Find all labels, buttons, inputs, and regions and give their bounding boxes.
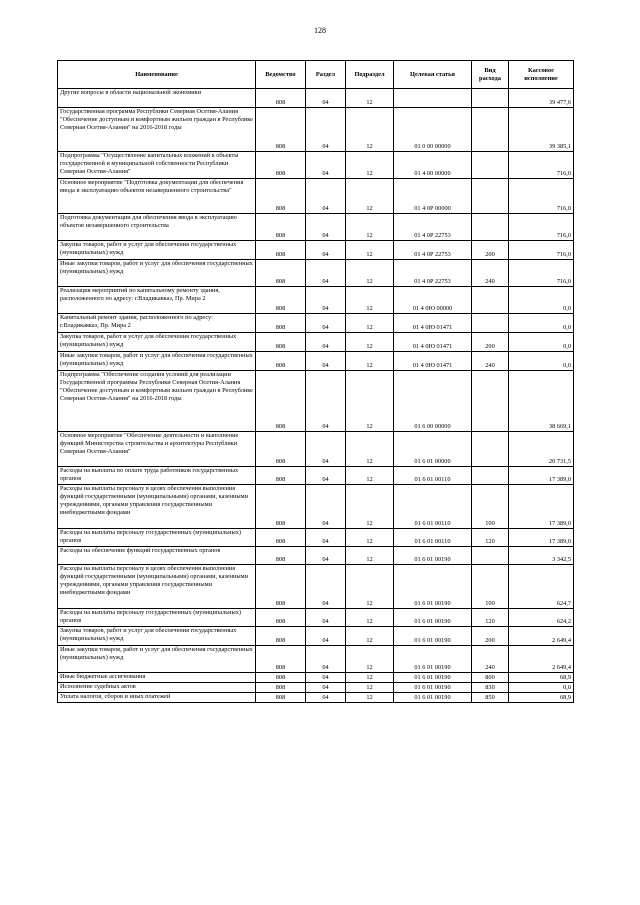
cell-expense-type bbox=[472, 89, 509, 108]
table-body bbox=[58, 89, 574, 703]
cell-subsection: 12 bbox=[346, 547, 394, 565]
cell-subsection: 12 bbox=[346, 108, 394, 152]
cell-expense-type bbox=[472, 467, 509, 485]
cell-dept: 808 bbox=[256, 646, 306, 673]
cell-name: Расходы на выплаты по оплате труда работников государственных органов bbox=[58, 467, 256, 485]
table-row bbox=[58, 673, 574, 683]
cell-article: 01 6 01 00190 bbox=[394, 646, 472, 673]
cell-expense-type bbox=[472, 214, 509, 241]
cell-section: 04 bbox=[306, 693, 346, 703]
cell-expense-type: 240 bbox=[472, 646, 509, 673]
cell-dept: 808 bbox=[256, 89, 306, 108]
cell-amount: 716,0 bbox=[509, 260, 574, 287]
cell-name: Капитальный ремонт здания, расположенного по адресу: г.Владикавказ, Пр. Мира 2 bbox=[58, 314, 256, 333]
cell-subsection: 12 bbox=[346, 152, 394, 179]
cell-dept: 808 bbox=[256, 260, 306, 287]
table-row bbox=[58, 314, 574, 333]
cell-subsection: 12 bbox=[346, 214, 394, 241]
cell-subsection: 12 bbox=[346, 565, 394, 609]
cell-amount: 716,0 bbox=[509, 179, 574, 214]
cell-article bbox=[394, 89, 472, 108]
cell-amount: 17 389,0 bbox=[509, 529, 574, 547]
cell-name: Расходы на выплаты персоналу государственных (муниципальных) органов bbox=[58, 609, 256, 627]
cell-amount: 0,0 bbox=[509, 352, 574, 371]
cell-article: 01 4 0Р 22753 bbox=[394, 214, 472, 241]
cell-dept: 808 bbox=[256, 287, 306, 314]
table-row bbox=[58, 432, 574, 467]
cell-expense-type: 120 bbox=[472, 609, 509, 627]
cell-name: Реализация мероприятий по капитальному ремонту здания, расположенного по адресу: г.Владикавказ, Пр. Мира 2 bbox=[58, 287, 256, 314]
cell-name: Закупка товаров, работ и услуг для обеспечения государственных (муниципальных) нужд bbox=[58, 241, 256, 260]
cell-name: Расходы на выплаты персоналу в целях обеспечения выполнения функций государственными (муниципальными) органами, казенными учреждениями, органами управления государственными внебюджетными фондами bbox=[58, 485, 256, 529]
cell-amount: 20 731,5 bbox=[509, 432, 574, 467]
page-number: 128 bbox=[314, 26, 326, 35]
cell-subsection: 12 bbox=[346, 241, 394, 260]
cell-section: 04 bbox=[306, 673, 346, 683]
header-article: Целевая статья bbox=[394, 61, 472, 89]
cell-article: 01 4 0Р 00000 bbox=[394, 179, 472, 214]
cell-name: Государственная программа Республики Северная Осетия-Алания "Обеспечение доступным и комфортным жильем граждан в Республике Северная Осетия-Алания" на 2016-2018 годы bbox=[58, 108, 256, 152]
cell-dept: 808 bbox=[256, 314, 306, 333]
cell-amount: 68,9 bbox=[509, 673, 574, 683]
table-row bbox=[58, 693, 574, 703]
cell-section: 04 bbox=[306, 467, 346, 485]
header-section: Раздел bbox=[306, 61, 346, 89]
cell-subsection: 12 bbox=[346, 287, 394, 314]
cell-subsection: 12 bbox=[346, 627, 394, 646]
table-row bbox=[58, 529, 574, 547]
cell-amount: 3 342,5 bbox=[509, 547, 574, 565]
cell-expense-type: 200 bbox=[472, 333, 509, 352]
table-row bbox=[58, 467, 574, 485]
cell-amount: 2 649,4 bbox=[509, 646, 574, 673]
cell-article: 01 6 01 00110 bbox=[394, 485, 472, 529]
cell-expense-type: 100 bbox=[472, 565, 509, 609]
cell-expense-type: 200 bbox=[472, 627, 509, 646]
cell-article: 01 6 01 00190 bbox=[394, 547, 472, 565]
cell-subsection: 12 bbox=[346, 646, 394, 673]
cell-subsection: 12 bbox=[346, 485, 394, 529]
cell-expense-type: 830 bbox=[472, 683, 509, 693]
cell-dept: 808 bbox=[256, 693, 306, 703]
cell-expense-type: 200 bbox=[472, 241, 509, 260]
cell-dept: 808 bbox=[256, 152, 306, 179]
header-dept: Ведомство bbox=[256, 61, 306, 89]
cell-expense-type: 800 bbox=[472, 673, 509, 683]
cell-article: 01 4 0Р 22753 bbox=[394, 241, 472, 260]
cell-amount: 716,0 bbox=[509, 214, 574, 241]
header-subsection: Подраздел bbox=[346, 61, 394, 89]
cell-section: 04 bbox=[306, 214, 346, 241]
cell-subsection: 12 bbox=[346, 352, 394, 371]
cell-name: Уплата налогов, сборов и иных платежей bbox=[58, 693, 256, 703]
cell-dept: 808 bbox=[256, 609, 306, 627]
cell-dept: 808 bbox=[256, 179, 306, 214]
cell-dept: 808 bbox=[256, 333, 306, 352]
table-row bbox=[58, 547, 574, 565]
table-row bbox=[58, 485, 574, 529]
cell-name: Подпрограмма "Обеспечение создания условий для реализации Государственной программы Республики Северная Осетия-Алания "Обеспечение доступным и комфортным жильем граждан в Республике Северная Осетия-Алания" на 2016-2018 годы bbox=[58, 371, 256, 432]
cell-amount: 17 389,0 bbox=[509, 485, 574, 529]
cell-name: Иные закупки товаров, работ и услуг для обеспечения государственных (муниципальных) нужд bbox=[58, 646, 256, 673]
cell-dept: 808 bbox=[256, 565, 306, 609]
table-row bbox=[58, 609, 574, 627]
cell-amount: 2 649,4 bbox=[509, 627, 574, 646]
cell-dept: 808 bbox=[256, 529, 306, 547]
cell-name: Основное мероприятие "Подготовка документации для обеспечения ввода в эксплуатацию объектов незавершенного строительства" bbox=[58, 179, 256, 214]
cell-dept: 808 bbox=[256, 352, 306, 371]
cell-subsection: 12 bbox=[346, 260, 394, 287]
cell-name: Закупка товаров, работ и услуг для обеспечения государственных (муниципальных) нужд bbox=[58, 333, 256, 352]
cell-amount: 0,0 bbox=[509, 683, 574, 693]
table-row bbox=[58, 260, 574, 287]
cell-name: Иные закупки товаров, работ и услуг для обеспечения государственных (муниципальных) нужд bbox=[58, 352, 256, 371]
cell-article: 01 4 0Ю 01471 bbox=[394, 314, 472, 333]
cell-section: 04 bbox=[306, 485, 346, 529]
cell-section: 04 bbox=[306, 432, 346, 467]
table-row bbox=[58, 565, 574, 609]
cell-article: 01 4 0Ю 01471 bbox=[394, 352, 472, 371]
table-row bbox=[58, 287, 574, 314]
cell-amount: 716,0 bbox=[509, 152, 574, 179]
cell-article: 01 6 01 00190 bbox=[394, 673, 472, 683]
cell-section: 04 bbox=[306, 260, 346, 287]
cell-subsection: 12 bbox=[346, 179, 394, 214]
cell-name: Подготовка документации для обеспечения ввода в эксплуатацию объектов незавершенного строительства bbox=[58, 214, 256, 241]
cell-name: Расходы на выплаты персоналу в целях обеспечения выполнения функций государственными (муниципальными) органами, казенными учреждениями, органами управления государственными внебюджетными фондами bbox=[58, 565, 256, 609]
cell-section: 04 bbox=[306, 683, 346, 693]
cell-name: Основное мероприятие "Обеспечение деятельности и выполнение функций Министерства строительства и архитектуры Республики Северная Осетия-Алания" bbox=[58, 432, 256, 467]
cell-subsection: 12 bbox=[346, 89, 394, 108]
cell-expense-type bbox=[472, 371, 509, 432]
cell-expense-type bbox=[472, 179, 509, 214]
cell-article: 01 6 01 00110 bbox=[394, 529, 472, 547]
cell-name: Закупка товаров, работ и услуг для обеспечения государственных (муниципальных) нужд bbox=[58, 627, 256, 646]
cell-section: 04 bbox=[306, 609, 346, 627]
cell-section: 04 bbox=[306, 547, 346, 565]
cell-dept: 808 bbox=[256, 627, 306, 646]
cell-dept: 808 bbox=[256, 547, 306, 565]
cell-dept: 808 bbox=[256, 214, 306, 241]
cell-article: 01 6 01 00190 bbox=[394, 609, 472, 627]
cell-dept: 808 bbox=[256, 485, 306, 529]
cell-name: Иные бюджетные ассигнования bbox=[58, 673, 256, 683]
cell-subsection: 12 bbox=[346, 609, 394, 627]
cell-section: 04 bbox=[306, 646, 346, 673]
cell-amount: 17 389,0 bbox=[509, 467, 574, 485]
cell-section: 04 bbox=[306, 565, 346, 609]
cell-section: 04 bbox=[306, 89, 346, 108]
header-name: Наименование bbox=[58, 61, 256, 89]
cell-subsection: 12 bbox=[346, 371, 394, 432]
cell-amount: 0,0 bbox=[509, 333, 574, 352]
cell-subsection: 12 bbox=[346, 693, 394, 703]
cell-article: 01 4 00 00000 bbox=[394, 152, 472, 179]
cell-dept: 808 bbox=[256, 673, 306, 683]
cell-amount: 0,0 bbox=[509, 287, 574, 314]
cell-amount: 39 477,6 bbox=[509, 89, 574, 108]
table-row bbox=[58, 333, 574, 352]
cell-subsection: 12 bbox=[346, 314, 394, 333]
cell-expense-type: 240 bbox=[472, 352, 509, 371]
cell-section: 04 bbox=[306, 333, 346, 352]
cell-article: 01 4 0Р 22753 bbox=[394, 260, 472, 287]
cell-expense-type: 100 bbox=[472, 485, 509, 529]
cell-subsection: 12 bbox=[346, 432, 394, 467]
cell-subsection: 12 bbox=[346, 333, 394, 352]
cell-article: 01 6 01 00110 bbox=[394, 467, 472, 485]
cell-dept: 808 bbox=[256, 108, 306, 152]
cell-section: 04 bbox=[306, 529, 346, 547]
cell-article: 01 4 0Ю 01471 bbox=[394, 333, 472, 352]
cell-article: 01 0 00 00000 bbox=[394, 108, 472, 152]
table-row bbox=[58, 352, 574, 371]
table-row bbox=[58, 179, 574, 214]
cell-article: 01 6 00 00000 bbox=[394, 371, 472, 432]
cell-dept: 808 bbox=[256, 241, 306, 260]
header-amount: Кассовое исполнение bbox=[509, 61, 574, 89]
cell-dept: 808 bbox=[256, 432, 306, 467]
table-row bbox=[58, 627, 574, 646]
header-expense-type: Вид расхода bbox=[472, 61, 509, 89]
table-header-row bbox=[58, 61, 574, 89]
cell-expense-type bbox=[472, 287, 509, 314]
cell-section: 04 bbox=[306, 287, 346, 314]
cell-article: 01 6 01 00190 bbox=[394, 683, 472, 693]
cell-subsection: 12 bbox=[346, 467, 394, 485]
cell-subsection: 12 bbox=[346, 529, 394, 547]
cell-article: 01 6 01 00000 bbox=[394, 432, 472, 467]
cell-section: 04 bbox=[306, 241, 346, 260]
cell-section: 04 bbox=[306, 352, 346, 371]
table-row bbox=[58, 241, 574, 260]
cell-amount: 68,9 bbox=[509, 693, 574, 703]
cell-subsection: 12 bbox=[346, 673, 394, 683]
table-row bbox=[58, 683, 574, 693]
cell-amount: 0,0 bbox=[509, 314, 574, 333]
cell-expense-type bbox=[472, 152, 509, 179]
cell-name: Исполнение судебных актов bbox=[58, 683, 256, 693]
cell-expense-type bbox=[472, 432, 509, 467]
budget-execution-table bbox=[57, 60, 574, 703]
cell-expense-type bbox=[472, 314, 509, 333]
cell-article: 01 6 01 00190 bbox=[394, 627, 472, 646]
cell-name: Расходы на обеспечение функций государственных органов bbox=[58, 547, 256, 565]
cell-amount: 624,2 bbox=[509, 609, 574, 627]
cell-name: Иные закупки товаров, работ и услуг для обеспечения государственных (муниципальных) нужд bbox=[58, 260, 256, 287]
cell-subsection: 12 bbox=[346, 683, 394, 693]
cell-dept: 808 bbox=[256, 371, 306, 432]
cell-section: 04 bbox=[306, 179, 346, 214]
cell-expense-type: 120 bbox=[472, 529, 509, 547]
cell-dept: 808 bbox=[256, 683, 306, 693]
cell-name: Подпрограмма "Осуществление капитальных вложений в объекты государственной и муниципальной собственности Республики Северная Осетия-Алания" bbox=[58, 152, 256, 179]
cell-section: 04 bbox=[306, 627, 346, 646]
cell-expense-type bbox=[472, 547, 509, 565]
cell-dept: 808 bbox=[256, 467, 306, 485]
cell-expense-type bbox=[472, 108, 509, 152]
table-row bbox=[58, 89, 574, 108]
cell-section: 04 bbox=[306, 371, 346, 432]
cell-name: Расходы на выплаты персоналу государственных (муниципальных) органов bbox=[58, 529, 256, 547]
table-row bbox=[58, 214, 574, 241]
cell-article: 01 6 01 00190 bbox=[394, 693, 472, 703]
table-row bbox=[58, 371, 574, 432]
cell-section: 04 bbox=[306, 314, 346, 333]
cell-amount: 39 385,1 bbox=[509, 108, 574, 152]
cell-amount: 38 669,1 bbox=[509, 371, 574, 432]
table-row bbox=[58, 152, 574, 179]
cell-name: Другие вопросы в области национальной экономики bbox=[58, 89, 256, 108]
cell-amount: 716,0 bbox=[509, 241, 574, 260]
cell-expense-type: 240 bbox=[472, 260, 509, 287]
cell-article: 01 6 01 00190 bbox=[394, 565, 472, 609]
cell-expense-type: 850 bbox=[472, 693, 509, 703]
cell-article: 01 4 0Ю 00000 bbox=[394, 287, 472, 314]
table-row bbox=[58, 646, 574, 673]
cell-amount: 624,7 bbox=[509, 565, 574, 609]
cell-section: 04 bbox=[306, 152, 346, 179]
table-row bbox=[58, 108, 574, 152]
cell-section: 04 bbox=[306, 108, 346, 152]
